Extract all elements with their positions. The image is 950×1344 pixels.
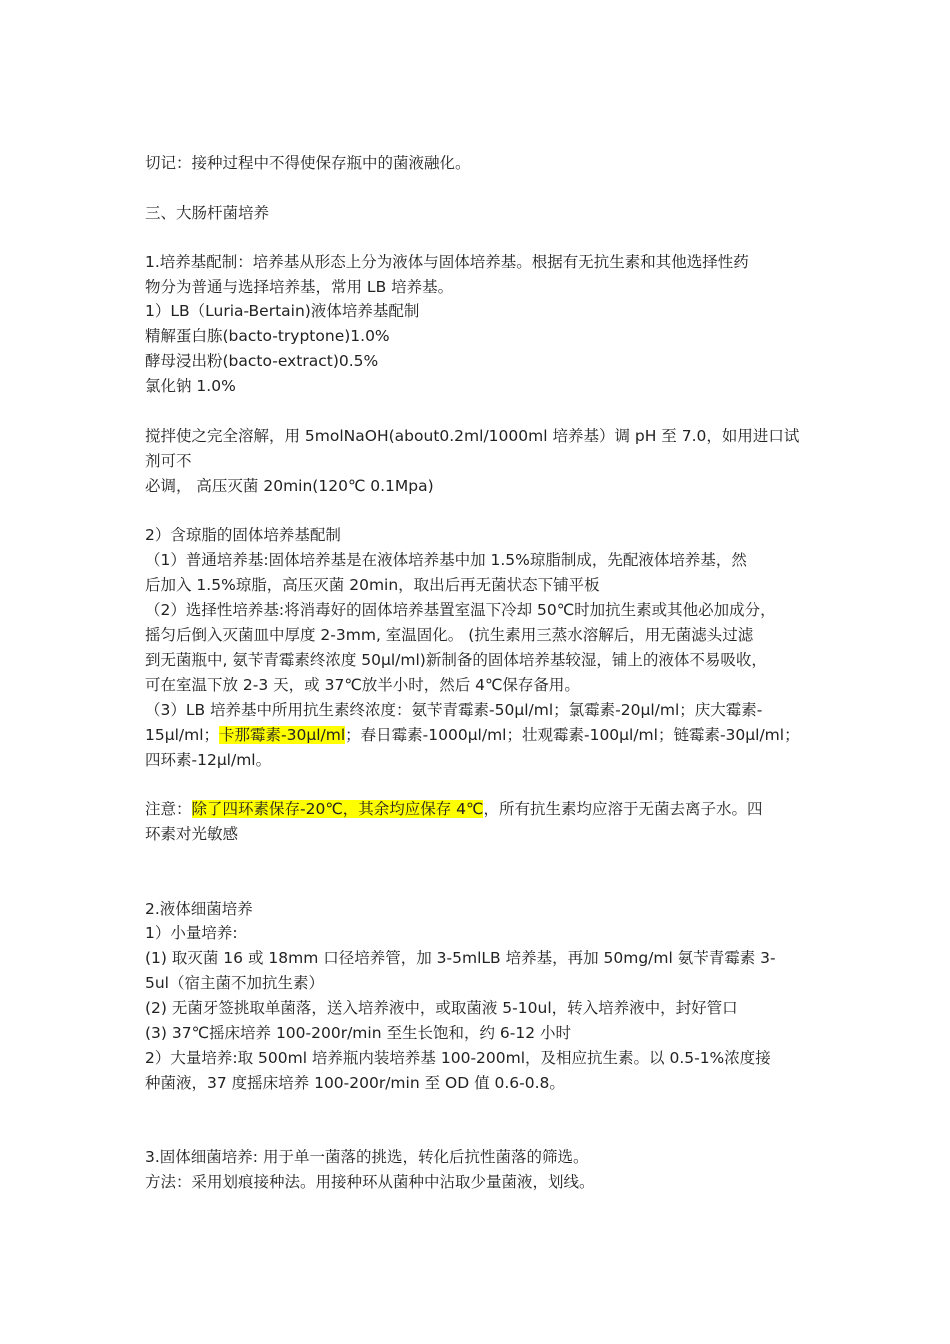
large-culture-line2: 种菌液，37 度摇床培养 100-200r/min 至 OD 值 0.6-0.8。 <box>145 1074 565 1092</box>
agar-selective-line3: 到无菌瓶中, 氨苄青霉素终浓度 50μl/ml)新制备的固体培养基较湿，铺上的液体不易吸收， <box>145 651 767 669</box>
section2-heading: 2.液体细菌培养 <box>145 900 253 918</box>
large-culture-line1: 2）大量培养:取 500ml 培养瓶内装培养基 100-200ml，及相应抗生素。以 0.5-1%浓度接 <box>145 1049 771 1067</box>
small-culture-step2: (2) 无菌牙签挑取单菌落，送入培养液中，或取菌液 5-10ul，转入培养液中，封好管口 <box>145 999 738 1017</box>
lb-recipe-title: 1）LB（Luria-Bertain)液体培养基配制 <box>145 302 420 320</box>
agar-normal-line2: 后加入 1.5%琼脂，高压灭菌 20min，取出后再无菌状态下铺平板 <box>145 576 600 594</box>
caution-line1 <box>145 798 810 820</box>
section3-heading: 3.固体细菌培养: 用于单一菌落的挑选，转化后抗性菌落的筛选。 <box>145 1148 589 1166</box>
section1-heading-line1: 1.培养基配制：培养基从形态上分为液体与固体培养基。根据有无抗生素和其他选择性药 <box>145 253 749 271</box>
agar-selective-line4: 可在室温下放 2-3 天，或 37℃放半小时，然后 4℃保存备用。 <box>145 676 580 694</box>
stir-paragraph-line1: 搅拌使之完全溶解，用 5molNaOH(about0.2ml/1000ml 培养基）调 pH 至 7.0，如用进口试 <box>145 427 800 445</box>
section-title: 三、大肠杆菌培养 <box>145 204 270 222</box>
storage-highlight: 除了四环素保存-20℃，其余均应保存 4℃ <box>191 800 484 818</box>
small-culture-step3: (3) 37℃摇床培养 100-200r/min 至生长饱和，约 6-12 小时 <box>145 1024 571 1042</box>
lb-recipe-item: 精解蛋白胨(bacto-tryptone)1.0% <box>145 327 390 345</box>
caution-line2: 环素对光敏感 <box>145 825 239 843</box>
caution-label: 注意： <box>145 800 192 818</box>
note-line: 切记：接种过程中不得使保存瓶中的菌液融化。 <box>145 154 471 172</box>
small-culture-title: 1）小量培养: <box>145 924 238 942</box>
agar-selective-line2: 摇匀后倒入灭菌皿中厚度 2-3mm, 室温固化。 (抗生素用三蒸水溶解后，用无菌滤头过滤 <box>145 626 754 644</box>
stir-paragraph-line3: 必调， 高压灭菌 20min(120℃ 0.1Mpa) <box>145 477 434 495</box>
section1-heading-line2: 物分为普通与选择培养基，常用 LB 培养基。 <box>145 278 454 296</box>
section3-method: 方法：采用划痕接种法。用接种环从菌种中沾取少量菌液，划线。 <box>145 1173 595 1191</box>
agar-medium-title: 2）含琼脂的固体培养基配制 <box>145 526 341 544</box>
agar-selective-line1: （2）选择性培养基:将消毒好的固体培养基置室温下冷却 50℃时加抗生素或其他必加成分， <box>145 601 776 619</box>
antibiotic-conc-line3: 四环素-12μl/ml。 <box>145 751 272 769</box>
small-culture-step1-line1: (1) 取灭菌 16 或 18mm 口径培养管，加 3-5mlLB 培养基，再加 50mg/ml 氨苄青霉素 3- <box>145 949 776 967</box>
caution-text: ，所有抗生素均应溶于无菌去离子水。四 <box>483 800 763 818</box>
small-culture-step1-line2: 5ul（宿主菌不加抗生素） <box>145 974 324 992</box>
antibiotic-text: ；春日霉素-1000μl/ml；壮观霉素-100μl/ml；链霉素-30μl/ml； <box>345 726 800 744</box>
lb-recipe-item: 氯化钠 1.0% <box>145 377 236 395</box>
stir-paragraph-line2: 剂可不 <box>145 452 192 470</box>
antibiotic-conc-line2 <box>145 724 810 746</box>
antibiotic-text: 15μl/ml； <box>145 726 220 744</box>
agar-normal-line1: （1）普通培养基:固体培养基是在液体培养基中加 1.5%琼脂制成，先配液体培养基，然 <box>145 551 747 569</box>
lb-recipe-item: 酵母浸出粉(bacto-extract)0.5% <box>145 352 379 370</box>
kanamycin-highlight: 卡那霉素-30μl/ml <box>219 726 346 744</box>
antibiotic-conc-line1: （3）LB 培养基中所用抗生素终浓度：氨苄青霉素-50μl/ml；氯霉素-20μl/ml；庆大霉素- <box>145 701 763 719</box>
